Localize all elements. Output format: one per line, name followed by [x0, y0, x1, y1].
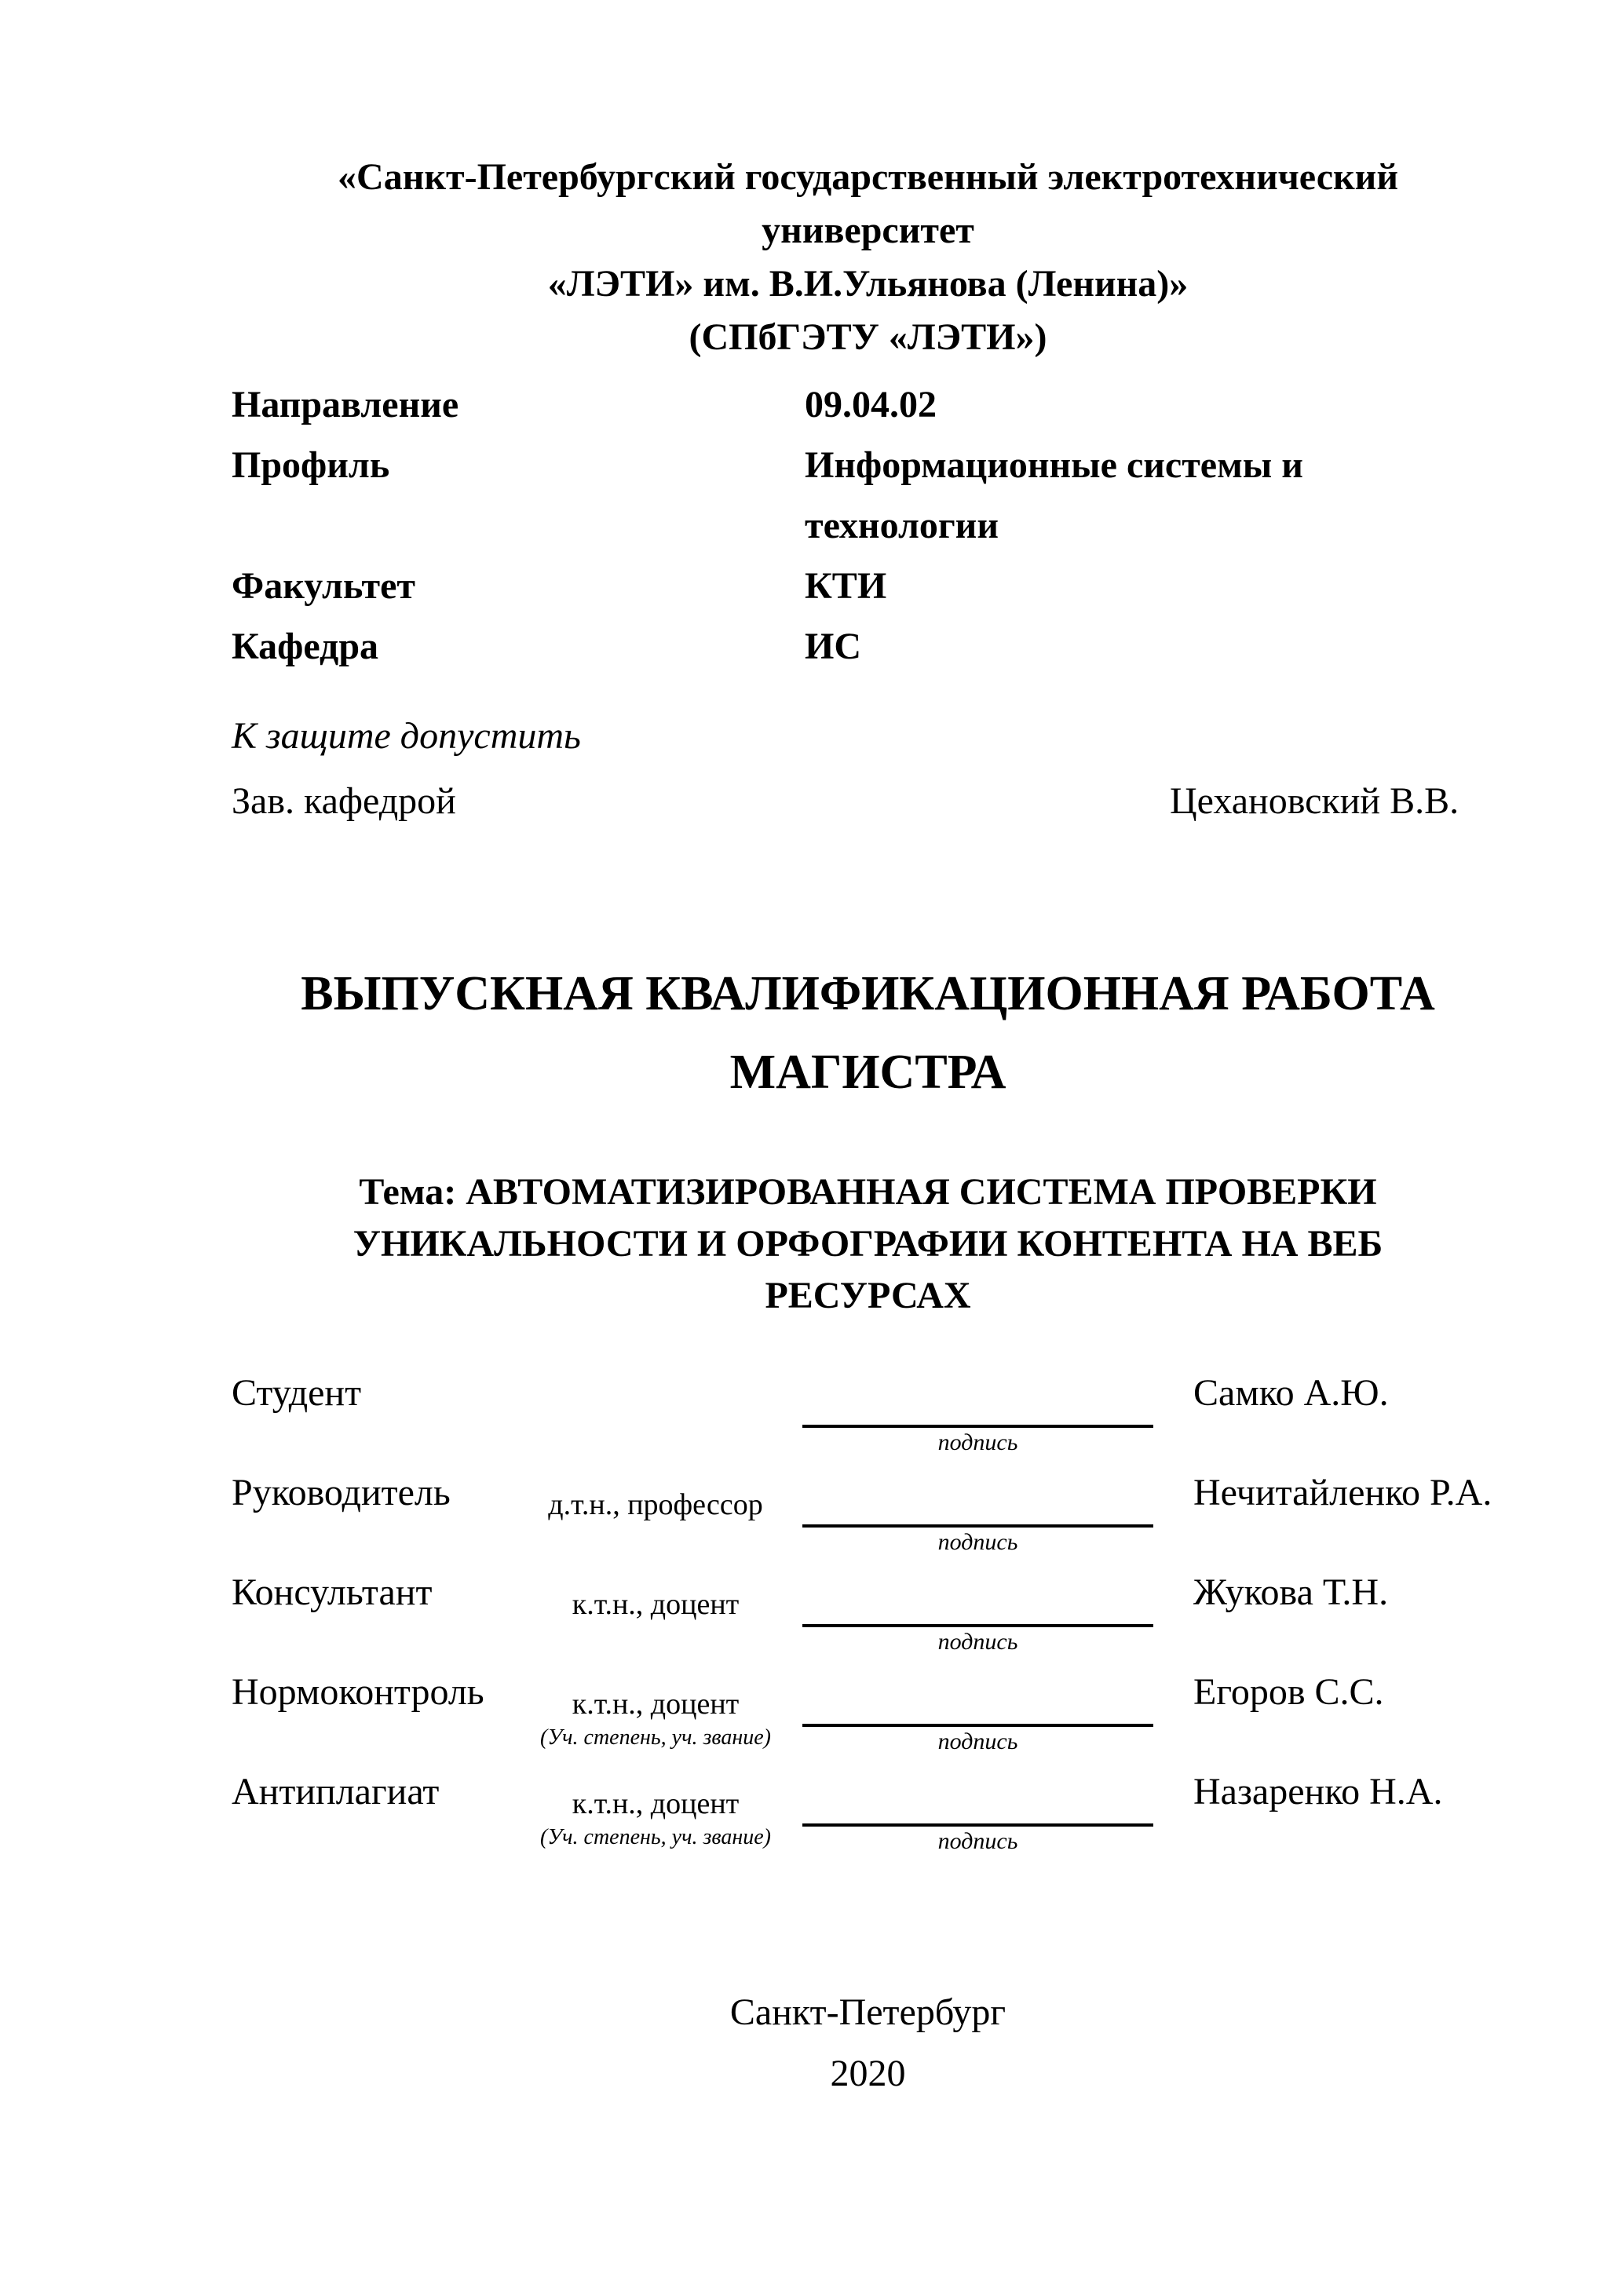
signature-row-consultant — [232, 1571, 1504, 1676]
signature-row-student — [232, 1374, 1504, 1477]
academic-degree-note: (Уч. степень, уч. звание) — [540, 1725, 771, 1750]
head-of-department-name: Цехановский В.В. — [1170, 780, 1459, 822]
page-footer — [232, 1982, 1504, 2104]
university-header-line: «Санкт-Петербургский государственный электротехнический — [338, 156, 1398, 198]
signature-caption: подпись — [937, 1629, 1018, 1655]
signature-caption: подпись — [937, 1429, 1018, 1455]
program-info-row — [232, 495, 1504, 556]
signature-line — [802, 1823, 1153, 1827]
main-title-line: ВЫПУСКНАЯ КВАЛИФИКАЦИОННАЯ РАБОТА — [301, 967, 1435, 1020]
degree-label: д.т.н., профессор — [548, 1488, 763, 1521]
field-label-department: Кафедра — [232, 626, 379, 667]
role-label: Студент — [232, 1372, 362, 1414]
program-info — [232, 374, 1504, 677]
main-title — [232, 955, 1504, 1111]
field-value-direction: 09.04.02 — [805, 384, 937, 425]
role-label: Антиплагиат — [232, 1771, 440, 1812]
program-info-row — [232, 374, 1504, 435]
person-name: Жукова Т.Н. — [1193, 1571, 1389, 1613]
university-header-line: университет — [762, 210, 974, 251]
person-name: Нечитайленко Р.А. — [1193, 1472, 1492, 1513]
head-of-department-label: Зав. кафедрой — [232, 780, 456, 822]
thesis-theme-line: РЕСУРСАХ — [765, 1275, 971, 1316]
person-name: Самко А.Ю. — [1193, 1372, 1389, 1414]
signature-line — [802, 1724, 1153, 1727]
degree-label: к.т.н., доцент — [572, 1588, 740, 1621]
footer-city: Санкт-Петербург — [729, 1991, 1006, 2033]
signature-line — [802, 1425, 1153, 1428]
field-label-direction: Направление — [232, 384, 459, 425]
university-header — [232, 151, 1504, 364]
program-info-row — [232, 556, 1504, 616]
program-info-row — [232, 435, 1504, 495]
field-label-faculty: Факультет — [232, 565, 415, 607]
field-value-profile-cont: технологии — [805, 505, 999, 546]
university-header-line: (СПбГЭТУ «ЛЭТИ») — [689, 316, 1047, 358]
signature-line — [802, 1624, 1153, 1627]
field-value-profile: Информационные системы и — [805, 444, 1303, 486]
person-name: Егоров С.С. — [1193, 1671, 1384, 1713]
program-info-row — [232, 616, 1504, 677]
signature-caption: подпись — [937, 1529, 1018, 1555]
admission-head-row — [232, 780, 1504, 822]
field-label-profile: Профиль — [232, 444, 390, 486]
signature-row-antiplagiarism — [232, 1773, 1504, 1875]
main-title-line: МАГИСТРА — [729, 1046, 1006, 1099]
thesis-theme-line: УНИКАЛЬНОСТИ И ОРФОГРАФИИ КОНТЕНТА НА ВЕБ — [353, 1223, 1383, 1265]
degree-label: к.т.н., доцент — [572, 1688, 740, 1721]
role-label: Нормоконтроль — [232, 1671, 484, 1713]
thesis-theme-line: Тема: АВТОМАТИЗИРОВАННАЯ СИСТЕМА ПРОВЕРКИ — [359, 1171, 1377, 1213]
academic-degree-note: (Уч. степень, уч. звание) — [540, 1825, 771, 1849]
role-label: Руководитель — [232, 1472, 451, 1513]
signature-caption: подпись — [937, 1828, 1018, 1854]
signature-line — [802, 1524, 1153, 1528]
signature-row-supervisor — [232, 1474, 1504, 1576]
footer-year: 2020 — [830, 2053, 906, 2094]
thesis-theme — [232, 1166, 1504, 1322]
field-value-faculty: КТИ — [805, 565, 887, 607]
signature-caption: подпись — [937, 1728, 1018, 1754]
admission-permit-line: К защите допустить — [232, 715, 581, 757]
role-label: Консультант — [232, 1571, 433, 1613]
person-name: Назаренко Н.А. — [1193, 1771, 1443, 1812]
university-header-line: «ЛЭТИ» им. В.И.Ульянова (Ленина)» — [547, 263, 1189, 305]
signature-row-normcontrol — [232, 1671, 1504, 1776]
degree-label: к.т.н., доцент — [572, 1787, 740, 1820]
field-value-department: ИС — [805, 626, 861, 667]
